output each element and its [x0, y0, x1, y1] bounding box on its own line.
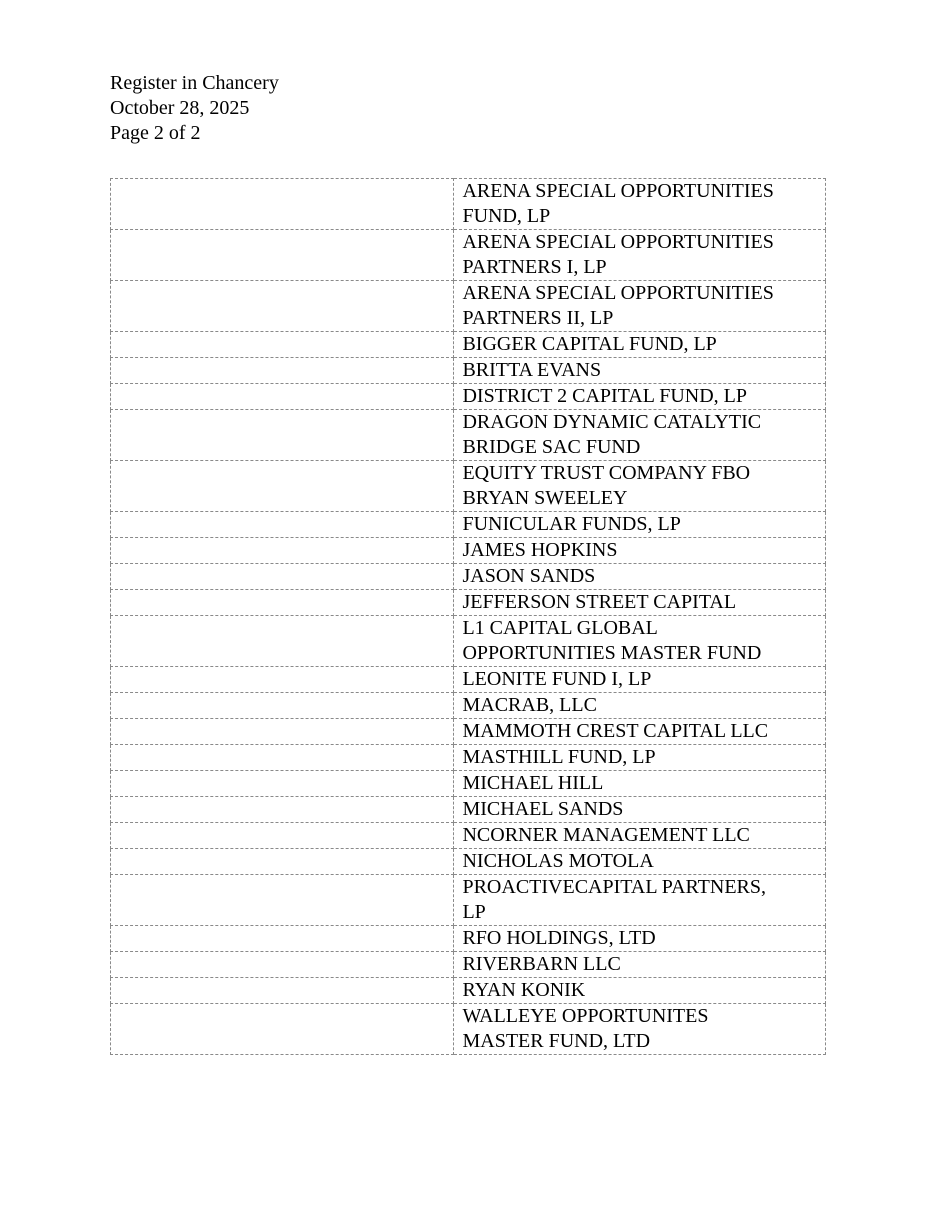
table-cell-left: [111, 797, 454, 823]
parties-table-body: [111, 179, 826, 1055]
table-cell-party-name: MASTHILL FUND, LP: [454, 745, 826, 771]
party-name-continued: PARTNERS II, LP: [462, 307, 614, 329]
table-cell-left: [111, 410, 454, 461]
table-cell-party-name: [454, 875, 826, 926]
table-cell-left: [111, 849, 454, 875]
table-cell-party-name: JEFFERSON STREET CAPITAL: [454, 590, 826, 616]
table-cell-left: [111, 693, 454, 719]
table-row: [111, 667, 826, 693]
party-name: PROACTIVECAPITAL PARTNERS,: [462, 876, 767, 898]
table-row: [111, 230, 826, 281]
party-name: WALLEYE OPPORTUNITES: [462, 1005, 709, 1027]
table-cell-party-name: BIGGER CAPITAL FUND, LP: [454, 332, 826, 358]
table-row: [111, 384, 826, 410]
party-name-continued: PARTNERS I, LP: [462, 256, 607, 278]
table-cell-left: [111, 952, 454, 978]
table-cell-party-name: MICHAEL SANDS: [454, 797, 826, 823]
table-cell-left: [111, 332, 454, 358]
party-name: ARENA SPECIAL OPPORTUNITIES: [462, 231, 774, 253]
table-cell-party-name: [454, 179, 826, 230]
table-cell-party-name: LEONITE FUND I, LP: [454, 667, 826, 693]
table-row: [111, 564, 826, 590]
table-cell-party-name: NICHOLAS MOTOLA: [454, 849, 826, 875]
table-cell-left: [111, 461, 454, 512]
table-cell-party-name: MACRAB, LLC: [454, 693, 826, 719]
party-name-continued: BRIDGE SAC FUND: [462, 436, 641, 458]
table-row: [111, 538, 826, 564]
table-cell-party-name: RIVERBARN LLC: [454, 952, 826, 978]
table-cell-party-name: RYAN KONIK: [454, 978, 826, 1004]
table-row: [111, 410, 826, 461]
table-cell-left: [111, 875, 454, 926]
court-name: Register in Chancery: [110, 72, 279, 94]
table-cell-left: [111, 667, 454, 693]
party-name-continued: OPPORTUNITIES MASTER FUND: [462, 642, 762, 664]
table-row: [111, 978, 826, 1004]
table-cell-left: [111, 384, 454, 410]
party-name: ARENA SPECIAL OPPORTUNITIES: [462, 180, 774, 202]
parties-table: [110, 178, 826, 1055]
document-date: October 28, 2025: [110, 97, 250, 119]
table-cell-left: [111, 771, 454, 797]
table-cell-party-name: JAMES HOPKINS: [454, 538, 826, 564]
table-cell-left: [111, 926, 454, 952]
table-cell-party-name: [454, 616, 826, 667]
table-row: [111, 926, 826, 952]
table-cell-left: [111, 823, 454, 849]
party-name-continued: FUND, LP: [462, 205, 551, 227]
table-row: [111, 875, 826, 926]
party-name-continued: BRYAN SWEELEY: [462, 487, 628, 509]
party-name: L1 CAPITAL GLOBAL: [462, 617, 658, 639]
table-cell-left: [111, 1004, 454, 1055]
party-name: EQUITY TRUST COMPANY FBO: [462, 462, 751, 484]
table-cell-party-name: [454, 230, 826, 281]
table-cell-left: [111, 230, 454, 281]
table-cell-left: [111, 512, 454, 538]
table-cell-party-name: BRITTA EVANS: [454, 358, 826, 384]
table-cell-party-name: JASON SANDS: [454, 564, 826, 590]
table-cell-party-name: [454, 461, 826, 512]
party-name: DRAGON DYNAMIC CATALYTIC: [462, 411, 762, 433]
table-cell-party-name: MICHAEL HILL: [454, 771, 826, 797]
table-row: [111, 512, 826, 538]
table-cell-party-name: MAMMOTH CREST CAPITAL LLC: [454, 719, 826, 745]
table-cell-left: [111, 179, 454, 230]
table-cell-left: [111, 564, 454, 590]
table-cell-party-name: [454, 1004, 826, 1055]
table-row: [111, 179, 826, 230]
table-cell-left: [111, 538, 454, 564]
table-row: [111, 693, 826, 719]
party-name-continued: MASTER FUND, LTD: [462, 1030, 651, 1052]
table-row: [111, 719, 826, 745]
party-name: ARENA SPECIAL OPPORTUNITIES: [462, 282, 774, 304]
table-row: [111, 797, 826, 823]
table-row: [111, 745, 826, 771]
table-cell-left: [111, 745, 454, 771]
document-header: [110, 71, 279, 146]
table-row: [111, 590, 826, 616]
table-cell-left: [111, 590, 454, 616]
table-row: [111, 771, 826, 797]
table-row: [111, 281, 826, 332]
table-cell-party-name: NCORNER MANAGEMENT LLC: [454, 823, 826, 849]
table-row: [111, 952, 826, 978]
page-number: Page 2 of 2: [110, 122, 201, 144]
table-row: [111, 823, 826, 849]
party-name-continued: LP: [462, 901, 486, 923]
table-row: [111, 461, 826, 512]
table-cell-party-name: DISTRICT 2 CAPITAL FUND, LP: [454, 384, 826, 410]
table-cell-left: [111, 978, 454, 1004]
table-row: [111, 616, 826, 667]
table-row: [111, 849, 826, 875]
table-row: [111, 332, 826, 358]
table-row: [111, 358, 826, 384]
table-cell-party-name: [454, 410, 826, 461]
table-cell-party-name: FUNICULAR FUNDS, LP: [454, 512, 826, 538]
table-cell-left: [111, 281, 454, 332]
table-cell-left: [111, 616, 454, 667]
table-row: [111, 1004, 826, 1055]
table-cell-party-name: RFO HOLDINGS, LTD: [454, 926, 826, 952]
table-cell-party-name: [454, 281, 826, 332]
table-cell-left: [111, 719, 454, 745]
table-cell-left: [111, 358, 454, 384]
